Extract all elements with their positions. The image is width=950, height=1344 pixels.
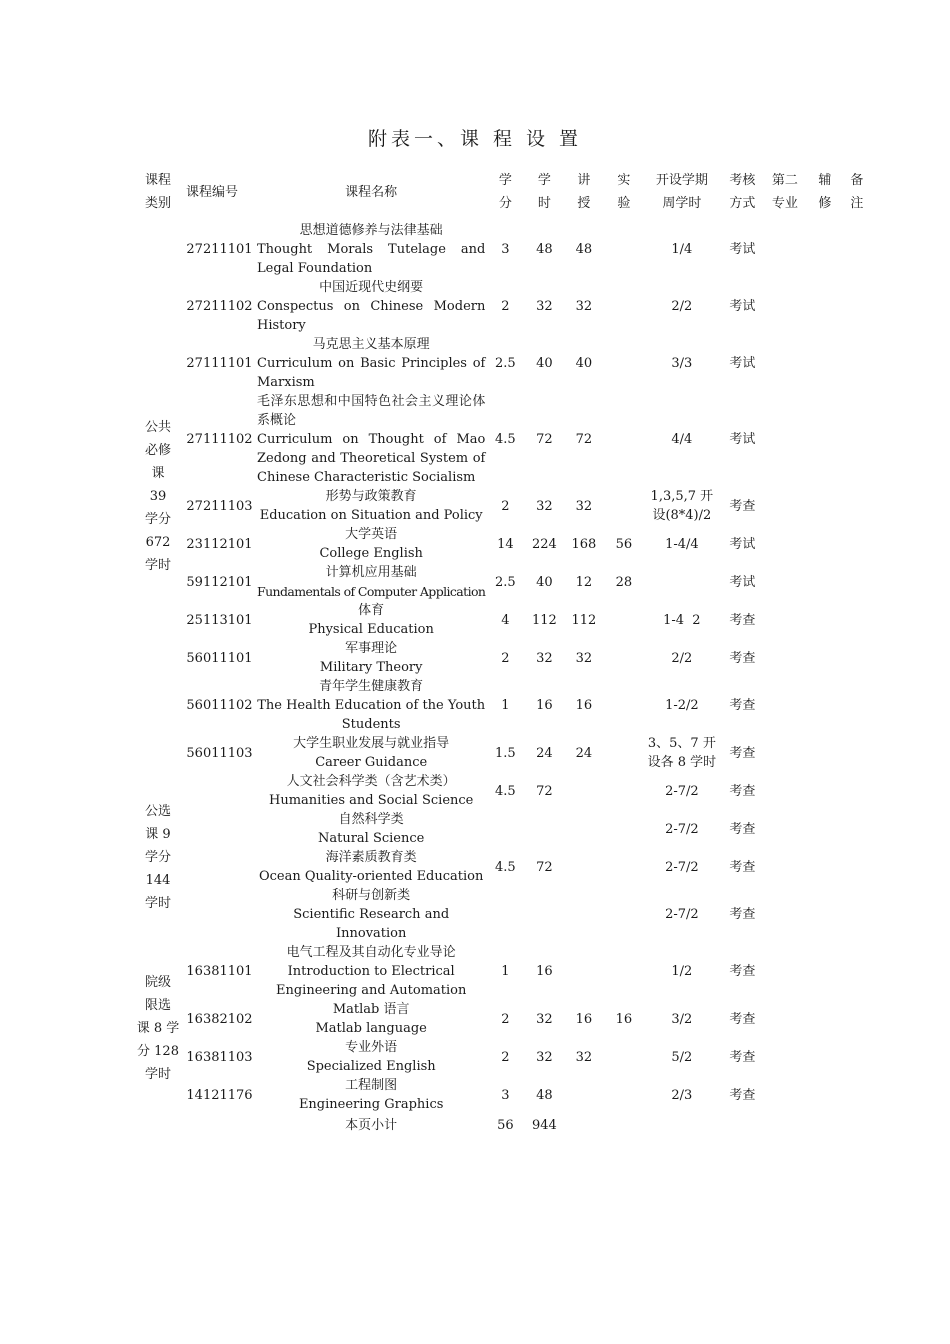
- credits: 1: [501, 698, 510, 713]
- course-name-en: Specialized English: [306, 1059, 436, 1074]
- lab-hours: [604, 677, 643, 734]
- course-code: [182, 848, 257, 886]
- course-name: [257, 734, 485, 772]
- credits: [485, 886, 525, 943]
- course-name: [257, 772, 485, 810]
- semester: 3/2: [671, 1011, 693, 1027]
- table-row: [134, 848, 869, 886]
- table-row: [134, 525, 869, 563]
- course-name-en: Ocean Quality-oriented Education: [258, 869, 484, 884]
- semester: 1-4 2: [663, 612, 701, 628]
- lab-hours: [604, 1076, 643, 1114]
- course-code: 16381101: [186, 964, 253, 979]
- lab-hours: 28: [615, 574, 633, 590]
- exam-method: 考查: [729, 1049, 756, 1065]
- category-public-required: 公共 必修 课 39 学分 672 学时: [144, 420, 171, 573]
- course-name-en: Military Theory: [319, 660, 423, 675]
- course-name-zh: 青年学生健康教育: [319, 679, 424, 694]
- hours: 40: [536, 574, 553, 590]
- course-code: 16382102: [186, 1011, 253, 1027]
- course-name: [257, 525, 485, 563]
- course-code: 56011101: [186, 650, 253, 666]
- credits: 4.5: [495, 859, 516, 875]
- table-row: [134, 943, 869, 1000]
- exam-method: 考试: [729, 574, 756, 590]
- header-minor: 辅 修: [818, 173, 832, 211]
- exam-method: 考试: [729, 299, 756, 314]
- credits: 1: [501, 964, 510, 979]
- course-name-en: Introduction to Electrical Engineering and Automation: [276, 964, 467, 998]
- lab-hours: [604, 886, 643, 943]
- category-public-elective: 公选 课 9 学分 144 学时: [144, 804, 171, 911]
- semester: 1/4: [671, 242, 693, 257]
- course-name-zh: 体育: [358, 603, 385, 618]
- header-semester: 开设学期 周学时: [655, 173, 708, 211]
- hours: 24: [536, 745, 553, 761]
- lecture-hours: [563, 848, 604, 886]
- table-row: [134, 487, 869, 525]
- semester: [643, 563, 720, 601]
- lecture-hours: 168: [571, 536, 597, 552]
- lecture-hours: 16: [575, 1011, 593, 1027]
- lab-hours: [604, 601, 643, 639]
- semester: 4/4: [671, 432, 693, 447]
- lecture-hours: 112: [571, 612, 597, 628]
- course-name: [257, 886, 485, 943]
- lecture-hours: 32: [575, 498, 593, 514]
- course-name: [257, 563, 485, 601]
- lecture-hours: 40: [575, 356, 593, 371]
- credits: 4.5: [495, 783, 516, 799]
- semester: 2-7/2: [665, 859, 699, 875]
- lab-hours: [604, 772, 643, 810]
- course-name-en: Education on Situation and Policy: [259, 508, 483, 523]
- table-row: [134, 601, 869, 639]
- course-code: 27111101: [186, 356, 253, 371]
- exam-method: 考查: [729, 1011, 756, 1027]
- course-code: [182, 810, 257, 848]
- lab-hours: 16: [615, 1011, 633, 1027]
- hours: 16: [536, 964, 553, 979]
- lab-hours: [604, 221, 643, 278]
- lecture-hours: 48: [575, 242, 593, 257]
- hours: 48: [536, 1087, 553, 1103]
- course-name-en: Engineering Graphics: [298, 1097, 444, 1112]
- lecture-hours: [563, 886, 604, 943]
- credits: [485, 810, 525, 848]
- lecture-hours: 24: [575, 745, 593, 761]
- hours: 112: [531, 612, 557, 628]
- hours: 32: [536, 1011, 553, 1027]
- hours: [525, 886, 563, 943]
- course-name-zh: 形势与政策教育: [325, 489, 417, 504]
- hours: 32: [536, 299, 553, 314]
- lab-hours: [604, 810, 643, 848]
- page-title: 附表一、课 程 设 置: [367, 128, 583, 150]
- table-row: [134, 810, 869, 848]
- course-code: 56011102: [186, 698, 253, 713]
- table-row: [134, 1076, 869, 1114]
- exam-method: 考查: [729, 612, 756, 628]
- table-row: [134, 677, 869, 734]
- course-name-en: Humanities and Social Science: [268, 793, 474, 808]
- subtotal-hours: 944: [531, 1118, 557, 1133]
- table-row: [134, 639, 869, 677]
- credits: 3: [501, 242, 510, 257]
- header-category: 课程 类别: [144, 173, 171, 211]
- exam-method: 考查: [729, 1087, 756, 1103]
- course-name: [257, 278, 485, 335]
- course-name-en: Career Guidance: [315, 755, 428, 770]
- course-name-zh: 思想道德修养与法律基础: [299, 223, 443, 238]
- course-code: 23112101: [186, 536, 253, 552]
- credits: 4.5: [495, 432, 516, 447]
- hours: 224: [531, 536, 557, 552]
- credits: 2: [501, 1049, 510, 1065]
- credits: 2: [501, 498, 510, 514]
- table-row: [134, 392, 869, 487]
- credits: 14: [497, 536, 514, 552]
- hours: 40: [536, 356, 553, 371]
- hours: 48: [536, 242, 553, 257]
- semester: 2/3: [671, 1087, 693, 1103]
- hours: 72: [536, 783, 553, 799]
- course-name: [257, 1076, 485, 1114]
- course-name-en: Matlab language: [315, 1021, 427, 1036]
- course-table: [134, 168, 869, 1135]
- course-name: [257, 601, 485, 639]
- header-second-major: 第二 专业: [771, 173, 798, 211]
- exam-method: 考查: [729, 907, 756, 922]
- course-name: [257, 677, 485, 734]
- header-notes: 备 注: [850, 173, 864, 211]
- table-row: [134, 772, 869, 810]
- course-name: [257, 1000, 485, 1038]
- course-name-zh: 计算机应用基础: [325, 565, 417, 580]
- table-row: [134, 221, 869, 278]
- course-code: 16381103: [186, 1049, 253, 1065]
- table-row: [134, 1000, 869, 1038]
- exam-method: 考试: [729, 536, 756, 552]
- course-name-zh: 中国近现代史纲要: [319, 280, 424, 295]
- course-name-en: Curriculum on Basic Principles of Marxism: [257, 356, 486, 390]
- course-name-zh: 自然科学类: [338, 812, 404, 827]
- exam-method: 考查: [729, 964, 756, 979]
- course-name-en: The Health Education of the Youth Students: [257, 698, 486, 732]
- credits: 2: [501, 299, 510, 314]
- table-row: [134, 563, 869, 601]
- header-lab: 实 验: [617, 173, 631, 211]
- subtotal-label: 本页小计: [345, 1118, 398, 1133]
- table-row: [134, 335, 869, 392]
- hours: 16: [536, 698, 553, 713]
- lab-hours: [604, 335, 643, 392]
- semester: 1-2/2: [665, 698, 699, 713]
- credits: 4: [501, 612, 510, 628]
- course-code: [182, 886, 257, 943]
- course-code: 25113101: [186, 612, 253, 628]
- hours: 32: [536, 1049, 553, 1065]
- course-name-en: Physical Education: [308, 622, 434, 637]
- semester: 2/2: [671, 299, 693, 314]
- lab-hours: [604, 487, 643, 525]
- course-name-zh: 专业外语: [345, 1040, 398, 1055]
- semester: 2-7/2: [665, 907, 699, 922]
- lecture-hours: 72: [575, 432, 593, 447]
- course-code: [182, 772, 257, 810]
- lecture-hours: 32: [575, 1049, 593, 1065]
- course-name: [257, 392, 485, 487]
- lecture-hours: 32: [575, 299, 593, 314]
- subtotal-credits: 56: [497, 1118, 514, 1133]
- semester: 2-7/2: [665, 821, 699, 837]
- exam-method: 考查: [729, 783, 756, 799]
- header-code: 课程编号: [186, 184, 239, 200]
- course-name-zh: 人文社会科学类（含艺术类）: [286, 774, 456, 789]
- credits: 2: [501, 1011, 510, 1027]
- semester: 1/2: [671, 964, 693, 979]
- course-name: [257, 810, 485, 848]
- semester: 1,3,5,7 开 设(8*4)/2: [650, 489, 714, 523]
- credits: 2.5: [495, 574, 516, 590]
- lab-hours: [604, 392, 643, 487]
- hours: 72: [536, 859, 553, 875]
- exam-method: 考查: [729, 698, 756, 713]
- course-name-zh: 军事理论: [345, 641, 398, 656]
- exam-method: 考试: [729, 356, 756, 371]
- course-name-zh: 马克思主义基本原理: [312, 337, 430, 352]
- header-credits: 学 分: [498, 173, 512, 211]
- course-name: [257, 1038, 485, 1076]
- course-name-zh: 海洋素质教育类: [325, 850, 417, 865]
- category-college-elective: 院级 限选 课 8 学 分 128 学时: [136, 975, 180, 1082]
- credits: 1.5: [495, 745, 516, 761]
- header-name: 课程名称: [345, 184, 398, 200]
- course-code: 59112101: [186, 574, 253, 590]
- credits: 2.5: [495, 356, 516, 371]
- course-name-en: Scientific Research and Innovation: [293, 907, 450, 941]
- exam-method: 考试: [729, 242, 756, 257]
- course-name-en: College English: [319, 546, 423, 561]
- course-name: [257, 335, 485, 392]
- lecture-hours: 16: [575, 698, 593, 713]
- exam-method: 考查: [729, 498, 756, 514]
- table-row: [134, 1038, 869, 1076]
- subtotal-row: [134, 1114, 869, 1135]
- course-name-zh: Matlab 语言: [332, 1002, 410, 1017]
- lab-hours: 56: [615, 536, 633, 552]
- course-name-en: Thought Morals Tutelage and Legal Foundation: [257, 242, 486, 276]
- course-name: [257, 639, 485, 677]
- course-name: [257, 487, 485, 525]
- course-code: 14121176: [186, 1087, 253, 1103]
- hours: 32: [536, 650, 553, 666]
- lecture-hours: 32: [575, 650, 593, 666]
- course-code: 27211101: [186, 242, 253, 257]
- lab-hours: [604, 278, 643, 335]
- credits: 3: [501, 1087, 510, 1103]
- lecture-hours: [563, 1076, 604, 1114]
- lab-hours: [604, 943, 643, 1000]
- semester: 3/3: [671, 356, 693, 371]
- lab-hours: [604, 734, 643, 772]
- semester: 3、5、7 开 设各 8 学时: [647, 736, 717, 770]
- semester: 2/2: [671, 650, 693, 666]
- exam-method: 考查: [729, 859, 756, 875]
- hours: [525, 810, 563, 848]
- course-name-zh: 电气工程及其自动化专业导论: [286, 945, 456, 960]
- course-name-en: Curriculum on Thought of Mao Zedong and Theoretical System of Chinese Characteristic Socialism: [257, 432, 486, 485]
- exam-method: 考查: [729, 745, 756, 761]
- lab-hours: [604, 1038, 643, 1076]
- course-name-en: Conspectus on Chinese Modern History: [257, 299, 486, 333]
- course-name-en: Fundamentals of Computer Application: [257, 584, 486, 599]
- lecture-hours: 12: [575, 574, 593, 590]
- lecture-hours: [563, 772, 604, 810]
- lab-hours: [604, 639, 643, 677]
- exam-method: 考查: [729, 650, 756, 666]
- course-name-zh: 毛泽东思想和中国特色社会主义理论体系概论: [257, 394, 486, 428]
- table-row: [134, 278, 869, 335]
- hours: 72: [536, 432, 553, 447]
- header-exam: 考核 方式: [729, 173, 756, 211]
- course-name: [257, 943, 485, 1000]
- course-name: [257, 848, 485, 886]
- course-name-zh: 工程制图: [345, 1078, 398, 1093]
- credits: 2: [501, 650, 510, 666]
- course-name: [257, 221, 485, 278]
- course-code: 27211103: [186, 498, 253, 514]
- semester: 2-7/2: [665, 783, 699, 799]
- lab-hours: [604, 848, 643, 886]
- header-hours: 学 时: [537, 173, 551, 211]
- header-row: [134, 168, 869, 221]
- course-name-zh: 大学生职业发展与就业指导: [293, 736, 450, 751]
- course-name-zh: 科研与创新类: [332, 888, 411, 903]
- course-code: 27111102: [186, 432, 253, 447]
- header-lecture: 讲 授: [577, 173, 591, 211]
- lecture-hours: [563, 943, 604, 1000]
- course-name-en: Natural Science: [317, 831, 425, 846]
- hours: 32: [536, 498, 553, 514]
- course-code: 27211102: [186, 299, 253, 314]
- table-row: [134, 886, 869, 943]
- semester: 5/2: [671, 1049, 693, 1065]
- course-name-zh: 大学英语: [345, 527, 398, 542]
- semester: 1-4/4: [665, 536, 699, 552]
- exam-method: 考查: [729, 821, 756, 837]
- course-code: 56011103: [186, 745, 253, 761]
- exam-method: 考试: [729, 432, 756, 447]
- table-row: [134, 734, 869, 772]
- lecture-hours: [563, 810, 604, 848]
